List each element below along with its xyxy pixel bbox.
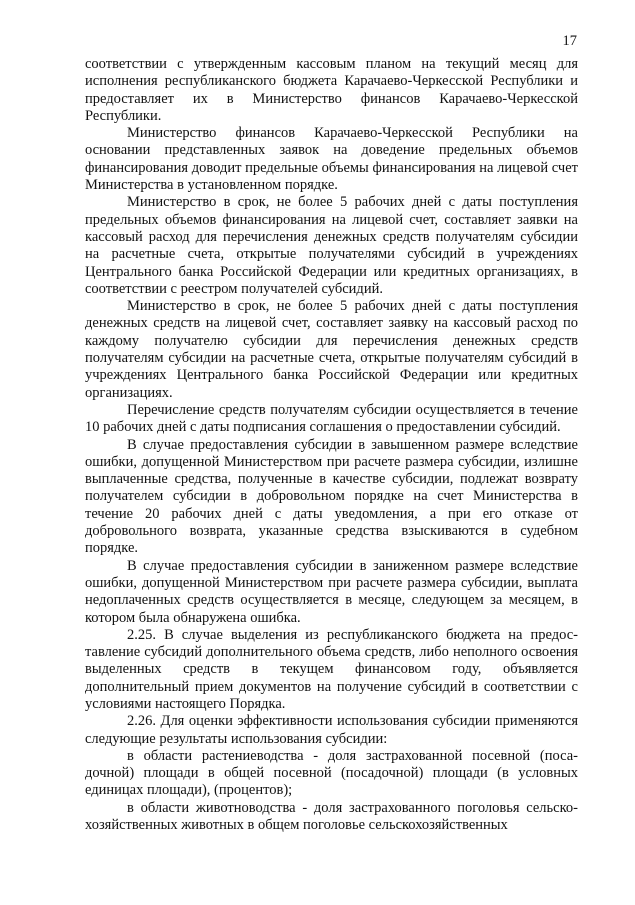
paragraph-underpayment: В случае предоставления субсидии в заниженном размере вследствие ошибки, допущенной Министерством при расчете размера субсидии, выплата недоплаченных средств осуществляется в месяце, следующем за месяцем, в котором была обнаружена ошибка. [85, 557, 578, 626]
paragraph-cash-expense-per-recipient: Министерство в срок, не более 5 рабочих дней с даты поступления денежных средств на лицевой счет, составляет заявку на кассовый расход по каждому получателю субсидии для перечисления денежных средств получателям субсидии на расчетные счета, открытые получателям субсидий в учреждениях Центрального банка Российской Федерации или кредитных организациях. [85, 298, 578, 401]
document-body [85, 56, 578, 834]
paragraph-finance-ministry: Министерство финансов Карачаево-Черкесской Республики на основании представленных заявок на доведение предельных объемов финансирования доводит предельные объемы финансирования на лицевой счет Министерства в установленном порядке. [85, 125, 578, 194]
paragraph-2-25: 2.25. В случае выделения из республиканского бюджета на предоставление субсидий дополнительного объема средств, либо неполного освоения выделенных средств в текущем финансовом году, объявляется дополнительный прием документов на получение субсидий в соответствии с условиями настоящего Порядка. [85, 626, 578, 712]
paragraph-transfer-term: Перечисление средств получателям субсидии осуществляется в течение 10 рабочих дней с даты подписания соглашения о предоставлении субсидий. [85, 401, 578, 436]
paragraph-overpayment: В случае предоставления субсидии в завышенном размере вследствие ошибки, допущенной Министерством при расчете размера субсидии, излишне выплаченные средства, полученные в качестве субсидии, подлежат возврату получателем субсидии в добровольном порядке на счет Министерства в течение 20 рабочих дней с даты уведомления, а при его отказе от добровольного возврата, указанные средства взыскиваются в судебном порядке. [85, 436, 578, 557]
paragraph-cash-expense-requests: Министерство в срок, не более 5 рабочих дней с даты поступления предельных объемов финансирования на лицевой счет, составляет заявки на кассовый расход для перечисления денежных средств получателям субсидии на расчетные счета, открытые получателями субсидий в учреждениях Центрального банка Российской Федерации или кредитных организациях, в соответствии с реестром получателей субсидий. [85, 194, 578, 297]
paragraph-livestock: в области животноводства - доля застрахованного поголовья сельскохозяйственных животных в общем поголовье сельскохозяйственных [85, 799, 578, 834]
paragraph-crop-production: в области растениеводства - доля застрахованной посевной (посадочной) площади в общей посевной (посадочной) площади (в условных единицах площади), (процентов); [85, 747, 578, 799]
paragraph-continuation: соответствии с утвержденным кассовым планом на текущий месяц для исполнения республиканского бюджета Карачаево-Черкесской Республики и предоставляет их в Министерство финансов Карачаево-Черкесской Республики. [85, 56, 578, 124]
page-number: 17 [562, 33, 577, 49]
paragraph-2-26: 2.26. Для оценки эффективности использования субсидии применяются следующие результаты использования субсидии: [85, 713, 578, 747]
